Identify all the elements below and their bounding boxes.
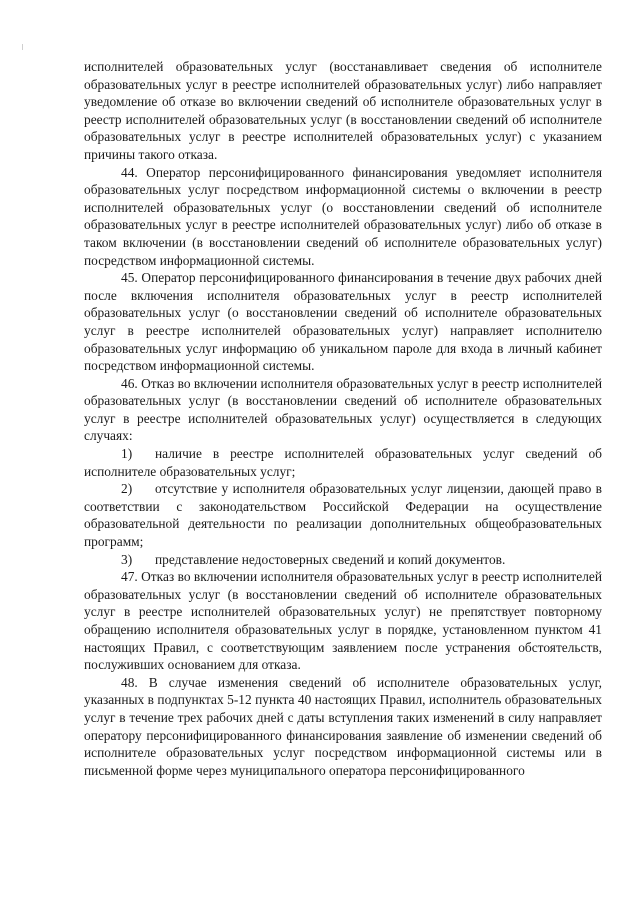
paragraph-46: 46. Отказ во включении исполнителя образовательных услуг в реестр исполнителей образовательных услуг (в восстановлении сведений об исполнителе образовательных услуг в реестре исполнителей образовательных услуг) осуществляется в следующих случаях: bbox=[84, 375, 602, 444]
list-item-number: 1) bbox=[121, 446, 133, 462]
paragraph-45: 45. Оператор персонифицированного финансирования в течение двух рабочих дней после включения исполнителя образовательных услуг в реестр исполнителей образовательных услуг (о восстановлении сведений об исполнителе образовательных услуг в реестре исполнителей образовательных услуг) направляет исполнителю образовательных услуг информацию об уникальном пароле для входа в личный кабинет посредством информационной системы. bbox=[84, 270, 602, 374]
paragraph-47: 47. Отказ во включении исполнителя образовательных услуг в реестр исполнителей образовательных услуг (в восстановлении сведений об исполнителе образовательных услуг в реестре исполнителей образовательных услуг) не препятствует повторному обращению исполнителя образовательных услуг в порядке, установленном пунктом 41 настоящих Правил, с соответствующим заявлением после устранения обстоятельств, послуживших основанием для отказа. bbox=[84, 569, 602, 673]
paragraph-48: 48. В случае изменения сведений об исполнителе образовательных услуг, указанных в подпунктах 5-12 пункта 40 настоящих Правил, исполнитель образовательных услуг в течение трех рабочих дней с даты вступления таких изменений в силу направляет оператору персонифицированного финансирования заявление об изменении сведений об исполнителе образовательных услуг посредством информационной системы или в письменной форме через муниципального оператора персонифицированного bbox=[84, 674, 602, 778]
list-item bbox=[84, 445, 602, 480]
list-item bbox=[84, 551, 602, 569]
document-page bbox=[84, 58, 602, 779]
paragraph-43-continuation: исполнителей образовательных услуг (восстанавливает сведения об исполнителе образовательных услуг в реестре исполнителей образовательных услуг) либо направляет уведомление об отказе во включении сведений об исполнителе образовательных услуг в реестр исполнителей образовательных услуг (в восстановлении сведений об исполнителе образовательных услуг в реестре исполнителей образовательных услуг) с указанием причины такого отказа. bbox=[84, 59, 602, 162]
list-item-number: 2) bbox=[121, 481, 133, 497]
scan-artifact-mark bbox=[22, 44, 23, 50]
paragraph-44: 44. Оператор персонифицированного финансирования уведомляет исполнителя образовательных услуг посредством информационной системы о включении в реестр исполнителей образовательных услуг (о восстановлении сведений об исполнителе образовательных услуг в реестре исполнителей образовательных услуг) либо об отказе в таком включении (в восстановлении сведений об исполнителе образовательных услуг) посредством информационной системы. bbox=[84, 164, 602, 268]
list-item-number: 3) bbox=[121, 551, 133, 567]
list-item-text: наличие в реестре исполнителей образовательных услуг сведений об исполнителе образовательных услуг; bbox=[84, 446, 602, 479]
list-item-text: отсутствие у исполнителя образовательных услуг лицензии, дающей право в соответствии с законодательством Российской Федерации на осуществление образовательной деятельности по реализации дополнительных общеобразовательных программ; bbox=[84, 481, 602, 550]
list-item-text: представление недостоверных сведений и копий документов. bbox=[155, 551, 506, 567]
list-item bbox=[84, 480, 602, 550]
